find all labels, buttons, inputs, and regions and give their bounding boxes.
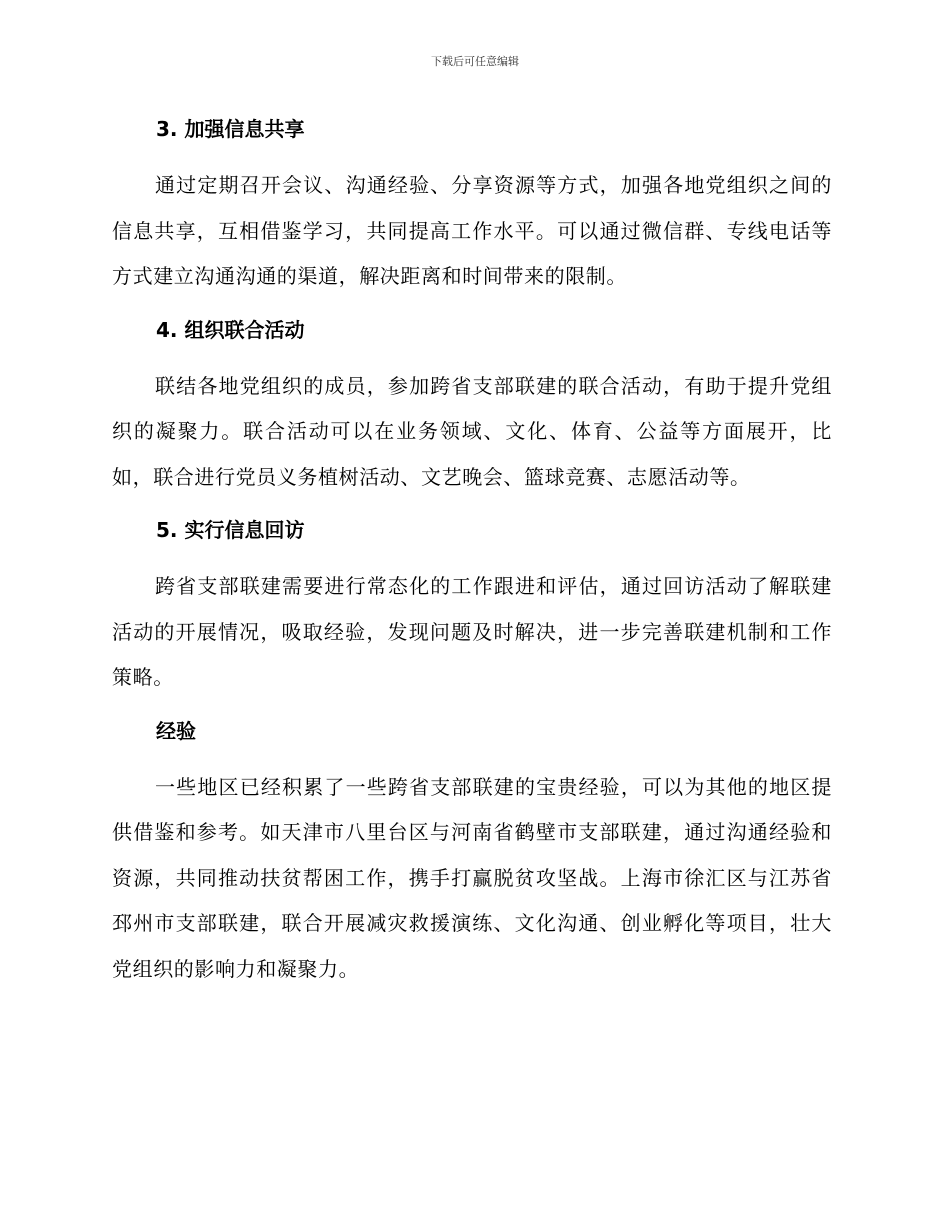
section-heading-experience: 经验 [156, 718, 196, 743]
document-body [112, 113, 832, 992]
section-heading-4: 4. 组织联合活动 [156, 317, 305, 342]
section-heading-5: 5. 实行信息回访 [156, 518, 305, 542]
section-paragraph-3: 通过定期召开会议、沟通经验、分享资源等方式，加强各地党组织之间的信息共享，互相借鉴学习，共同提高工作水平。可以通过微信群、专线电话等方式建立沟通沟通的渠道，解决距离和时间带来的限制。 [112, 173, 832, 288]
section-paragraph-4: 联结各地党组织的成员，参加跨省支部联建的联合活动，有助于提升党组织的凝聚力。联合活动可以在业务领域、文化、体育、公益等方面展开，比如，联合进行党员义务植树活动、文艺晚会、篮球竞赛、志愿活动等。 [112, 373, 832, 489]
section-heading-3: 3. 加强信息共享 [156, 117, 305, 141]
section-paragraph-experience: 一些地区已经积累了一些跨省支部联建的宝贵经验，可以为其他的地区提供借鉴和参考。如天津市八里台区与河南省鹤壁市支部联建，通过沟通经验和资源，共同推动扶贫帮困工作，携手打赢脱贫攻坚战。上海市徐汇区与江苏省邳州市支部联建，联合开展减灾救援演练、文化沟通、创业孵化等项目，壮大党组织的影响力和凝聚力。 [112, 774, 832, 981]
page-header-note: 下载后可任意编辑 [431, 55, 519, 68]
section-paragraph-5: 跨省支部联建需要进行常态化的工作跟进和评估，通过回访活动了解联建活动的开展情况，吸取经验，发现问题及时解决，进一步完善联建机制和工作策略。 [112, 574, 832, 689]
